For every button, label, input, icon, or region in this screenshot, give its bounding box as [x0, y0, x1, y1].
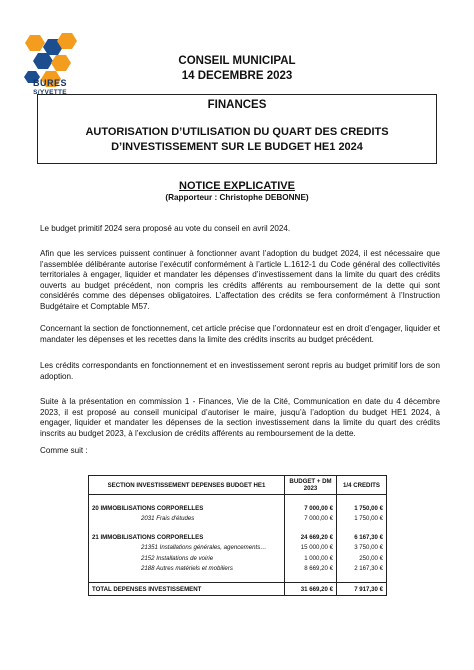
logo-name: BURES — [32, 78, 67, 88]
paragraph: Les crédits correspondants en fonctionnement et en investissement seront repris au budget primitif lors de son adoption. — [40, 361, 440, 381]
row-quart: 1 750,00 € — [337, 503, 387, 514]
row-budget: 7 000,00 € — [285, 503, 337, 514]
row-label: 20 IMMOBILISATIONS CORPORELLES — [89, 503, 285, 514]
table-spacer — [89, 495, 387, 504]
row-quart: 250,00 € — [337, 553, 387, 564]
table-header-budget: BUDGET + DM 2023 — [285, 476, 337, 495]
table-row — [89, 503, 387, 514]
table-spacer — [89, 574, 387, 583]
row-budget: 24 669,20 € — [285, 532, 337, 543]
total-budget: 31 669,20 € — [285, 583, 337, 596]
row-label: 21 IMMOBILISATIONS CORPORELLES — [89, 532, 285, 543]
row-label: 2031 Frais d'études — [89, 514, 285, 525]
total-label: TOTAL DEPENSES INVESTISSEMENT — [89, 583, 285, 596]
row-label: 2152 Installations de voirie — [89, 553, 285, 564]
row-budget: 1 000,00 € — [285, 553, 337, 564]
paragraph: Comme suit : — [40, 446, 88, 455]
table-header-section: SECTION INVESTISSEMENT DEPENSES BUDGET HE1 — [89, 476, 285, 495]
finances-box — [37, 94, 437, 164]
paragraph: Le budget primitif 2024 sera proposé au vote du conseil en avril 2024. — [40, 224, 291, 233]
table-row — [89, 514, 387, 525]
logo-subname: S/YVETTE — [33, 89, 67, 96]
table-header-row — [89, 476, 387, 495]
row-budget: 7 000,00 € — [285, 514, 337, 525]
budget-table — [88, 475, 387, 596]
notice-heading — [0, 180, 474, 202]
table-spacer — [89, 524, 387, 532]
table-total-row — [89, 583, 387, 596]
council-title: CONSEIL MUNICIPAL — [178, 55, 296, 67]
row-budget: 8 669,20 € — [285, 564, 337, 575]
row-quart: 1 750,00 € — [337, 514, 387, 525]
table-row — [89, 564, 387, 575]
finances-subtitle-line2: D’INVESTISSEMENT SUR LE BUDGET HE1 2024 — [111, 141, 363, 153]
paragraph: Suite à la présentation en commission 1 - Finances, Vie de la Cité, Communication en date du 4 décembre 2023, il est proposé au conseil municipal d’autoriser le maire, jusqu’à l’adoption du budget HE1 2024, à engager, liquider et mandater les dépenses de la section investissement dans la limite du quart des crédits inscrits au budget 2023, à l’exclusion de crédits afférents au remboursement de la dette. — [40, 397, 440, 438]
notice-title: NOTICE EXPLICATIVE — [179, 180, 295, 192]
notice-rapporteur: (Rapporteur : Christophe DEBONNE) — [165, 193, 309, 202]
table-header-quart: 1/4 CREDITS — [337, 476, 387, 495]
finances-subtitle-line1: AUTORISATION D’UTILISATION DU QUART DES CREDITS — [85, 126, 389, 138]
row-budget: 15 000,00 € — [285, 543, 337, 554]
council-date: 14 DECEMBRE 2023 — [181, 70, 293, 82]
paragraph: Afin que les services puissent continuer à fonctionner avant l’adoption du budget 2024, il est nécessaire que l’assemblée délibérante autorise l’exécutif conformément à l’article L.1612-1 du Code général des collectivités territoriales à engager, liquider et mandater les dépenses d’investissement dans la limite du quart des crédits ouverts au budget précédent, non compris les crédits afférents au remboursement de la dette qui sont considérés comme des dépenses obligatoires. L’affectation des crédits se fera conformément à l’Instruction Budgétaire et Comptable M57. — [40, 249, 440, 311]
finances-subtitle — [38, 125, 436, 155]
row-label: 2188 Autres matériels et mobiliers — [89, 564, 285, 575]
row-quart: 3 750,00 € — [337, 543, 387, 554]
table-row — [89, 543, 387, 554]
paragraph: Concernant la section de fonctionnement, cet article précise que l’ordonnateur est en droit d’engager, liquider et mandater les dépenses et les recettes dans la limite des crédits inscrits au budget précédent. — [40, 324, 440, 344]
row-quart: 2 167,30 € — [337, 564, 387, 575]
row-quart: 6 167,30 € — [337, 532, 387, 543]
finances-title: FINANCES — [207, 99, 267, 111]
row-label: 21351 Installations générales, agencements… — [89, 543, 285, 554]
table-row — [89, 532, 387, 543]
total-quart: 7 917,30 € — [337, 583, 387, 596]
council-header — [150, 54, 324, 84]
table-row — [89, 553, 387, 564]
